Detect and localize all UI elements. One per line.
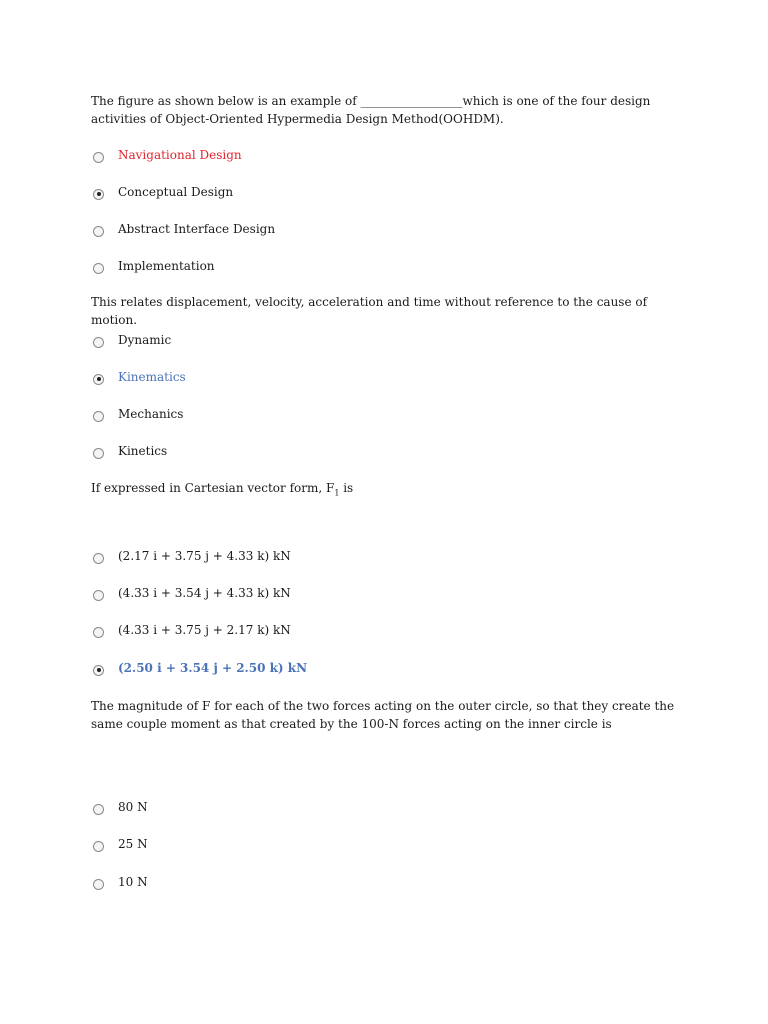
radio-button[interactable] [93, 590, 104, 601]
radio-button[interactable] [93, 804, 104, 815]
option-label: Kinematics [118, 370, 186, 384]
option-label: 10 N [118, 875, 148, 889]
question-4-text: The magnitude of F for each of the two forces acting on the outer circle, so that they create the same couple moment as that created by the 100-N forces acting on the inner circle is [91, 699, 675, 731]
radio-button[interactable] [93, 411, 104, 422]
question-3-text-main: If expressed in Cartesian vector form, F [91, 481, 335, 495]
option-label: (4.33 i + 3.75 j + 2.17 k) kN [118, 623, 291, 637]
option-label: (2.50 i + 3.54 j + 2.50 k) kN [118, 661, 308, 675]
q1-option-conceptual-design[interactable] [93, 183, 233, 201]
question-3-text [91, 479, 691, 502]
q2-option-kinetics[interactable] [93, 442, 167, 460]
option-label: (4.33 i + 3.54 j + 4.33 k) kN [118, 586, 291, 600]
q4-option-80n[interactable] [93, 798, 148, 816]
q3-option-2[interactable] [93, 584, 291, 602]
q3-option-1[interactable] [93, 547, 291, 565]
question-3-subscript: 1 [334, 488, 340, 498]
option-label: 80 N [118, 800, 148, 814]
q1-option-implementation[interactable] [93, 257, 215, 275]
radio-button[interactable] [93, 627, 104, 638]
question-3-text-after: is [339, 481, 354, 495]
question-1-blank: _________________ [360, 94, 463, 108]
option-label: Abstract Interface Design [118, 222, 276, 236]
q4-option-10n[interactable] [93, 873, 148, 891]
option-label: Mechanics [118, 407, 184, 421]
q3-option-4[interactable] [93, 659, 307, 677]
q1-option-abstract-interface-design[interactable] [93, 220, 275, 238]
question-1-text-before: The figure as shown below is an example of [91, 94, 361, 108]
option-label: 25 N [118, 837, 148, 851]
radio-button-selected[interactable] [93, 665, 104, 676]
radio-button[interactable] [93, 879, 104, 890]
option-label: Dynamic [118, 333, 172, 347]
q2-option-mechanics[interactable] [93, 405, 183, 423]
q3-option-3[interactable] [93, 621, 291, 639]
radio-button[interactable] [93, 263, 104, 274]
q2-option-kinematics[interactable] [93, 368, 186, 386]
option-label: Kinetics [118, 444, 168, 458]
q2-option-dynamic[interactable] [93, 331, 171, 349]
option-label: (2.17 i + 3.75 j + 4.33 k) kN [118, 549, 291, 563]
question-2-text: This relates displacement, velocity, acceleration and time without reference to the cause of motion. [91, 295, 648, 327]
radio-button[interactable] [93, 337, 104, 348]
radio-button[interactable] [93, 152, 104, 163]
question-1-text [91, 92, 691, 128]
q4-option-25n[interactable] [93, 835, 148, 853]
q1-option-navigational-design[interactable] [93, 146, 242, 164]
radio-button[interactable] [93, 226, 104, 237]
radio-button[interactable] [93, 841, 104, 852]
question-1-text-after: which is one of the four design activities of Object-Oriented Hypermedia Design Method(OOHDM). [91, 94, 651, 126]
radio-button-selected[interactable] [93, 189, 104, 200]
radio-button[interactable] [93, 448, 104, 459]
radio-button[interactable] [93, 553, 104, 564]
option-label: Conceptual Design [118, 185, 234, 199]
option-label: Implementation [118, 259, 215, 273]
option-label: Navigational Design [118, 148, 242, 162]
radio-button-selected[interactable] [93, 374, 104, 385]
